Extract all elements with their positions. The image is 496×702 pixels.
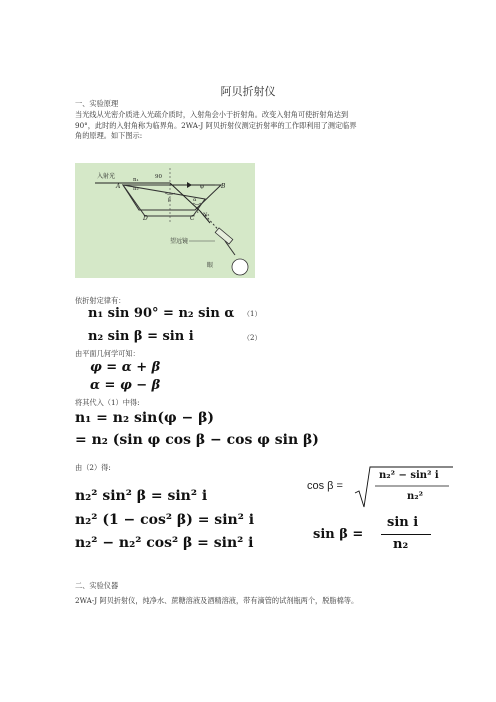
equation-4: α = φ − β [90,378,161,393]
equation-2-number: （2） [243,334,262,342]
telescope-label: 望远镜 [170,238,189,245]
equation-9: n₂² − n₂² cos² β = sin² i [75,535,254,551]
n1-label: n₁ [133,177,139,183]
from-eq2-text: 由（2）得: [75,463,111,472]
n2-normal-label: N₂ [203,212,210,218]
equation-2: n₂ sin β = sin i [88,329,194,344]
cos-beta-denominator: n₂² [407,491,424,502]
cos-beta-numerator: n₂² − sin² i [379,470,439,481]
point-b-label: B [221,183,226,190]
paragraph-line: 90°，此时的入射角称为临界角。2WA-J 阿贝折射仪测定折射率的工作即利用了测定临界 [75,120,357,130]
sin-beta-formula [313,515,453,555]
incident-label: 入射光 [97,173,116,180]
fraction-bar [381,534,431,535]
refraction-law-text: 依折射定律有： [75,296,126,305]
equation-6: = n₂ (sin φ cos β − cos φ sin β) [75,432,319,448]
section-heading-principle: 一、实验原理 [75,99,119,108]
equation-1-number: （1） [243,310,262,318]
equation-8: n₂² (1 − cos² β) = sin² i [75,512,255,528]
substitution-text: 将其代入（1）中得: [75,398,140,407]
equation-1: n₁ sin 90° = n₂ sin α [88,306,235,321]
n2-label: n₂ [133,186,139,192]
eye-circle [232,259,248,275]
principle-paragraph [75,110,425,142]
section-heading-instruments: 二、实验仪器 [75,581,119,590]
point-c-label: C [190,215,195,222]
abbe-refractometer-diagram [75,163,255,278]
eye-label: 眼 [207,262,214,269]
point-a-label: A [116,183,121,190]
paragraph-line: 角的原理。如下图示: [75,131,143,140]
geometry-text: 由平面几何学可知： [75,349,140,358]
point-d-label: D [143,215,148,222]
cos-beta-lhs: cos β = [307,480,343,492]
sin-beta-numerator: sin i [387,515,419,530]
equation-5: n₁ = n₂ sin(φ − β) [75,410,215,426]
cos-beta-formula [307,465,457,511]
alpha-label: α [193,197,197,203]
i-label: i [197,209,199,215]
instruments-text: 2WA-J 阿贝折射仪，纯净水、蔗糖溶液及酒精溶液，带有滴管的试剂瓶两个，脱脂棉等。 [75,596,359,605]
equation-7: n₂² sin² β = sin² i [75,488,208,504]
paragraph-line: 当光线从光密介质进入光疏介质时，入射角会小于折射角。改变入射角可使折射角达到 [75,110,349,119]
equation-3: φ = α + β [90,360,161,375]
telescope-tube [215,228,233,244]
sin-beta-denominator: n₂ [393,537,409,552]
phi-label: φ [200,184,204,190]
beta-label: β [168,197,171,203]
page-title: 阿贝折射仪 [220,85,276,98]
sin-beta-lhs: sin β = [313,527,364,542]
angle-90-label: 90 [155,174,162,180]
